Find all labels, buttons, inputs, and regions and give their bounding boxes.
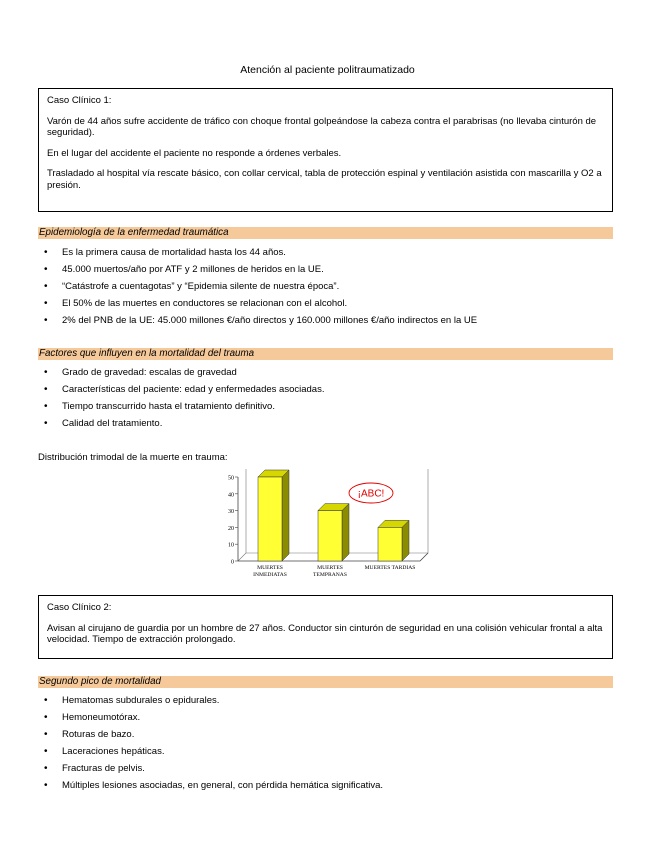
case-1-paragraph: Trasladado al hospital vía rescate básico, con collar cervical, tabla de protección espinal y ventilación asistida con mascarilla y O2 a presión. (47, 168, 602, 191)
y-tick-label: 40 (228, 492, 234, 499)
epidemiology-list (38, 246, 477, 331)
x-tick-label (253, 565, 287, 578)
list-item: • 2% del PNB de la UE: 45.000 millones €/año directos y 160.000 millones €/año indirectos en la UE (38, 314, 477, 331)
list-item: • Tiempo transcurrido hasta el tratamiento definitivo. (38, 400, 324, 417)
x-tick-label (313, 565, 347, 578)
list-item: • “Catástrofe a cuentagotas” y “Epidemia silente de nuestra época”. (38, 280, 477, 297)
case-1-paragraph: En el lugar del accidente el paciente no responde a órdenes verbales. (47, 147, 342, 159)
x-tick-label-line: INMEDIATAS (253, 572, 287, 578)
list-item: • Fracturas de pelvis. (38, 762, 383, 779)
list-item: • Múltiples lesiones asociadas, en general, con pérdida hemática significativa. (38, 779, 383, 796)
y-tick-label: 20 (228, 525, 234, 532)
case-2-heading: Caso Clínico 2: (47, 602, 112, 613)
annotation-label: ¡ABC! (357, 488, 385, 500)
x-tick-label-line: MUERTES (257, 565, 283, 571)
case-2-box (38, 595, 613, 659)
x-tick-label-line: TEMPRANAS (313, 572, 347, 578)
case-1-heading: Caso Clínico 1: (47, 95, 112, 106)
x-tick-label-line: MUERTES (317, 565, 343, 571)
chart-back-wall (238, 469, 246, 561)
list-item: • Características del paciente: edad y enfermedades asociadas. (38, 383, 324, 400)
page-title: Atención al paciente politraumatizado (240, 64, 415, 76)
list-item: • Es la primera causa de mortalidad hasta los 44 años. (38, 246, 477, 263)
second-peak-heading: Segundo pico de mortalidad (38, 676, 613, 688)
list-item: • Grado de gravedad: escalas de gravedad (38, 366, 324, 383)
epidemiology-heading: Epidemiología de la enfermedad traumática (38, 227, 613, 239)
y-tick-label: 10 (228, 542, 234, 549)
case-2-paragraph: Avisan al cirujano de guardia por un hombre de 27 años. Conductor sin cinturón de seguridad en una colisión vehicular frontal a alta velocidad. Tiempo de extracción prolongado. (47, 622, 603, 646)
list-item: • Hematomas subdurales o epidurales. (38, 694, 383, 711)
bar (318, 511, 342, 561)
chart-caption: Distribución trimodal de la muerte en trauma: (38, 452, 228, 463)
trimodal-death-chart (220, 466, 440, 584)
bar (258, 477, 282, 561)
y-tick-label: 50 (228, 475, 234, 482)
x-tick-label-line: MUERTES TARDIAS (364, 565, 416, 571)
case-1-paragraph: Varón de 44 años sufre accidente de tráfico con choque frontal golpeándose la cabeza contra el parabrisas (no llevaba cinturón de seguridad). (47, 115, 597, 139)
factors-list (38, 366, 324, 434)
second-peak-list (38, 694, 383, 796)
list-item: • Hemoneumotórax. (38, 711, 383, 728)
y-tick-label: 30 (228, 509, 234, 516)
list-item: • Calidad del tratamiento. (38, 417, 324, 434)
bar (378, 527, 402, 561)
bar-side (282, 470, 289, 561)
case-1-box (38, 88, 613, 212)
list-item: • 45.000 muertos/año por ATF y 2 millones de heridos en la UE. (38, 263, 477, 280)
factors-heading: Factores que influyen en la mortalidad del trauma (38, 348, 613, 360)
list-item: • El 50% de las muertes en conductores se relacionan con el alcohol. (38, 297, 477, 314)
list-item: • Laceraciones hepáticas. (38, 745, 383, 762)
y-tick-label: 0 (231, 559, 234, 566)
bar-side (342, 504, 349, 561)
x-tick-label (365, 565, 416, 571)
list-item: • Roturas de bazo. (38, 728, 383, 745)
